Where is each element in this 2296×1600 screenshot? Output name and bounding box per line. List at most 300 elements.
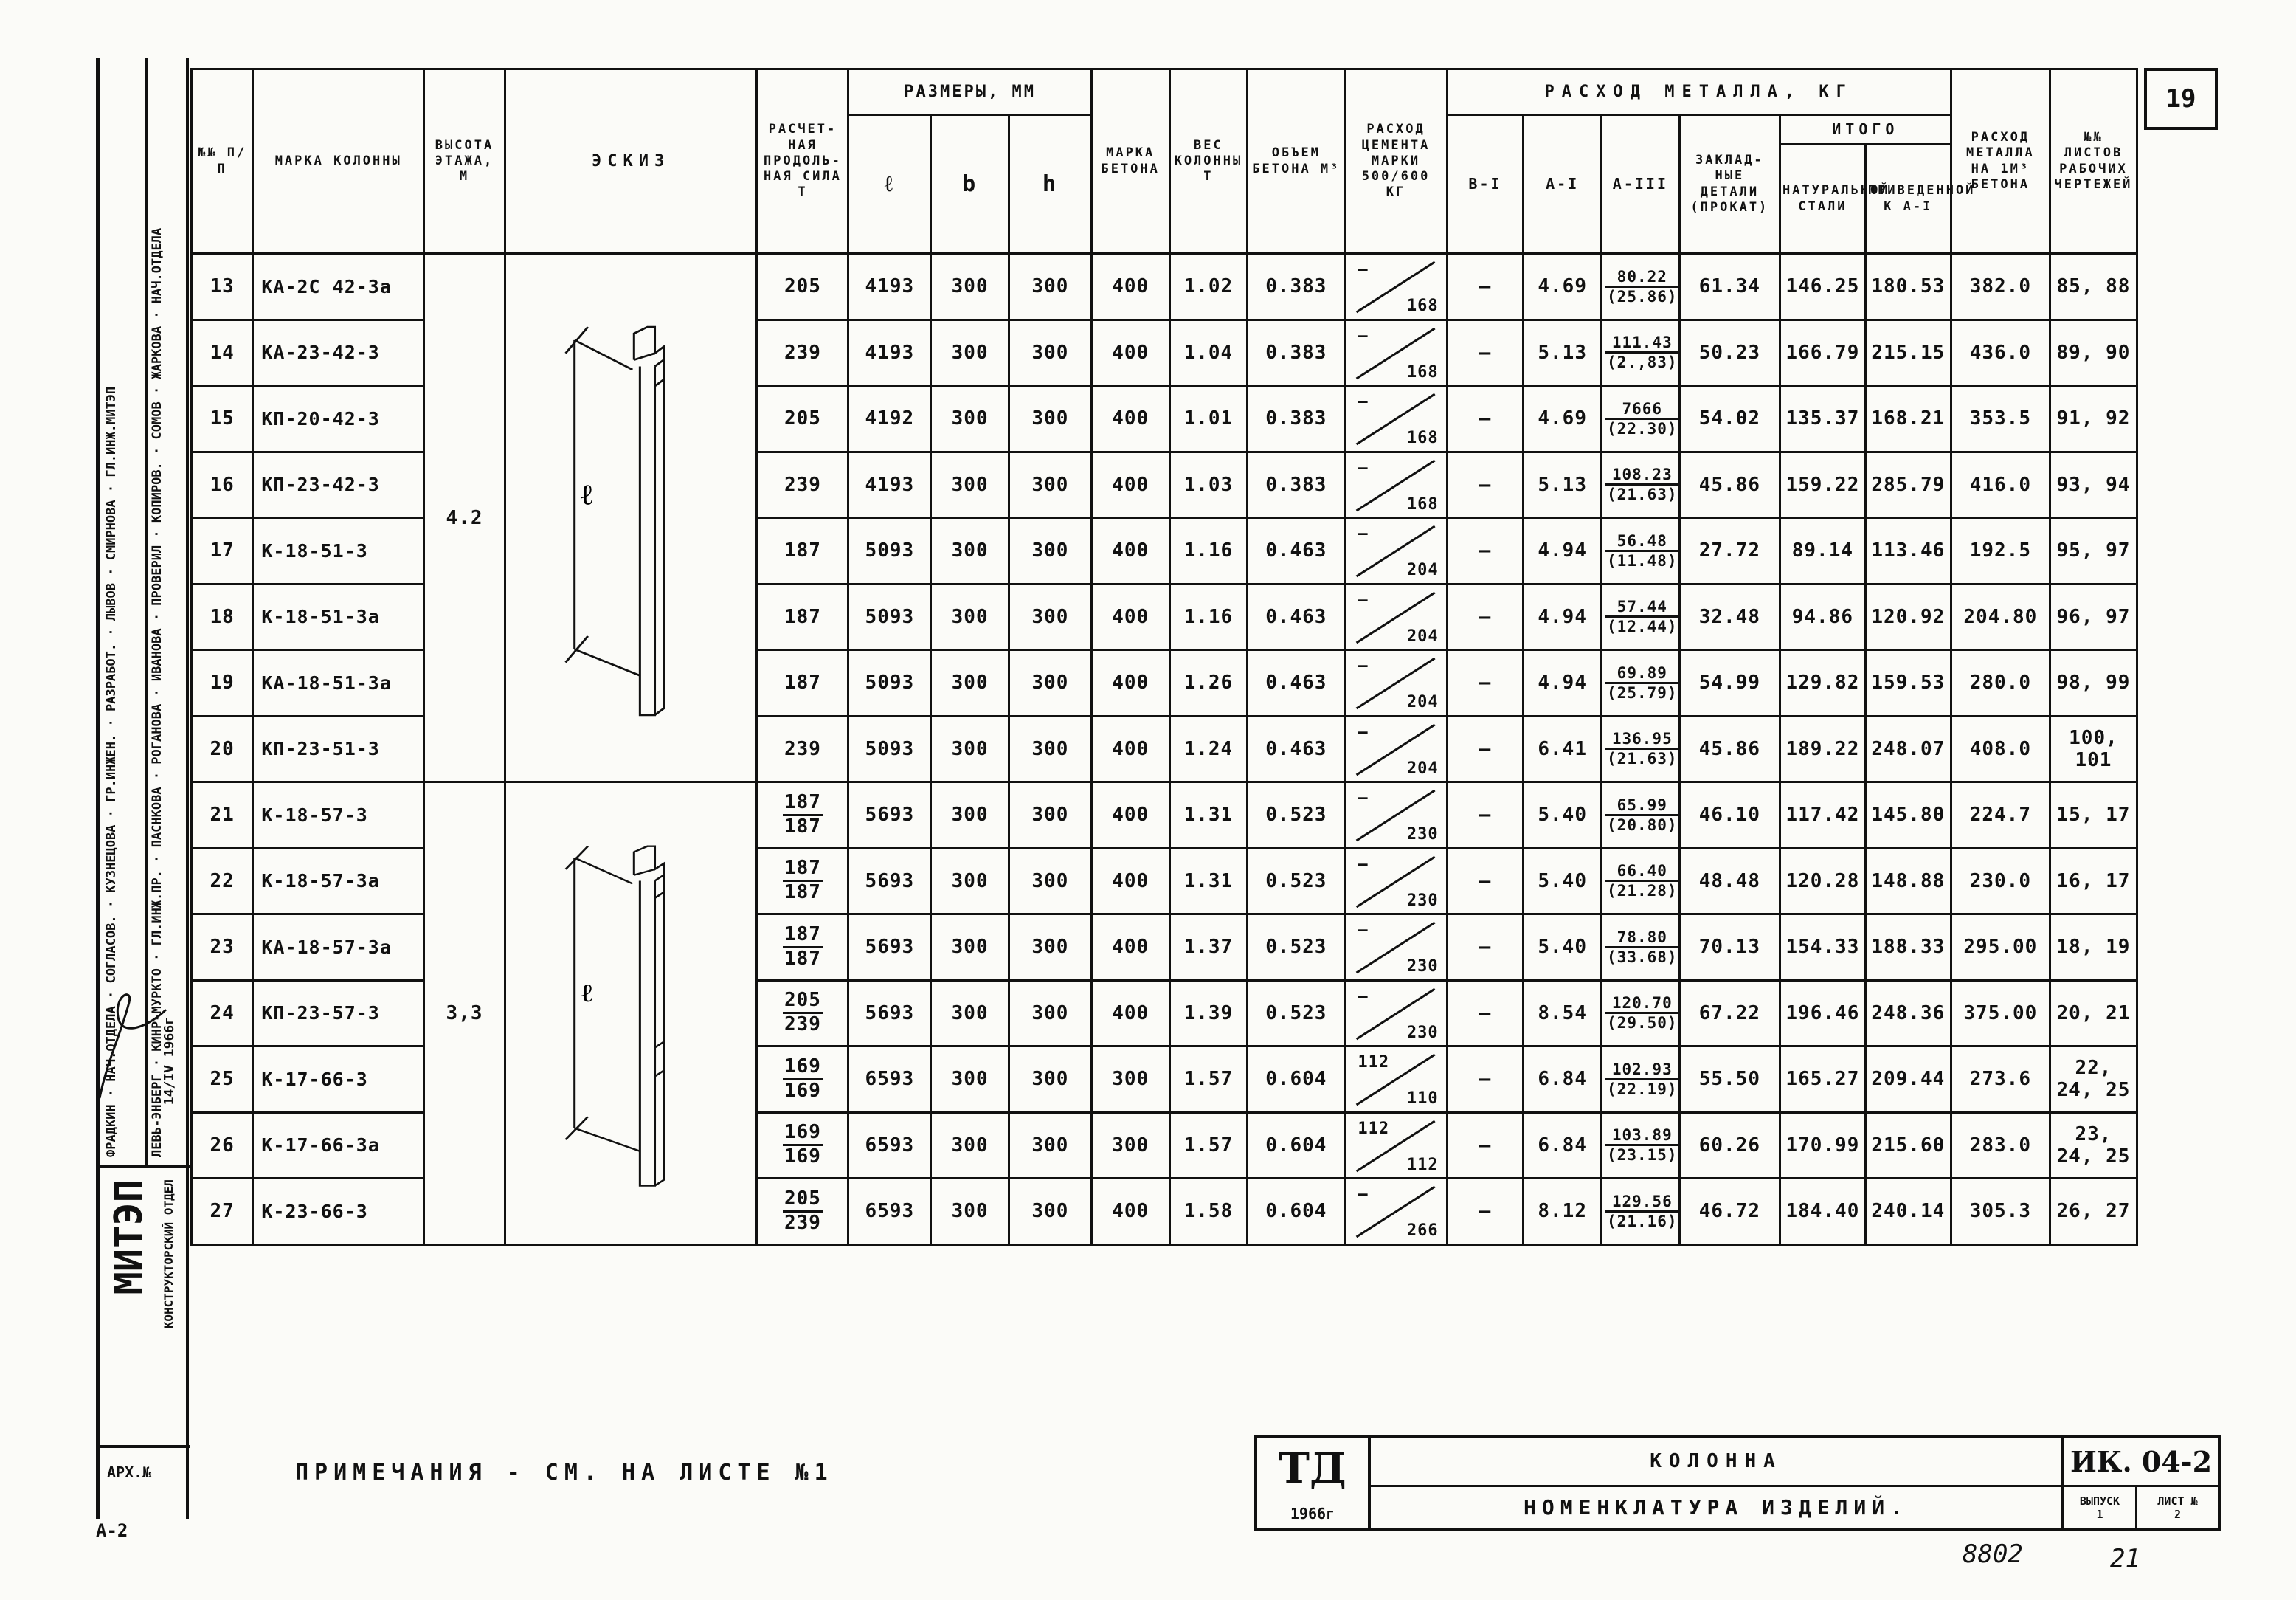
steel-a3-frac-bottom: (23.15): [1607, 1146, 1678, 1165]
column-mark: К-18-51-3а: [253, 584, 424, 650]
header-metal-per-m3: РАСХОД МЕТАЛЛА НА 1М³ БЕТОНА: [1951, 69, 2050, 254]
column-weight: 1.58: [1169, 1179, 1248, 1245]
steel-a3-frac: [1605, 598, 1679, 635]
total-natural: 135.37: [1780, 386, 1865, 452]
header-dim-h: h: [1009, 115, 1091, 254]
cement-500: 112: [1358, 1119, 1390, 1138]
dim-length: 5093: [848, 716, 931, 782]
title-nomenclature: НОМЕНКЛАТУРА ИЗДЕЛИЙ.: [1523, 1495, 1909, 1520]
metal-per-m3: 305.3: [1951, 1179, 2050, 1245]
dim-width: 300: [931, 980, 1009, 1046]
steel-a3: [1602, 848, 1680, 914]
cement-600: 230: [1406, 1023, 1439, 1042]
header-volume: ОБЪЕМ БЕТОНА М³: [1248, 69, 1345, 254]
steel-a3: [1602, 914, 1680, 981]
steel-b1: —: [1447, 980, 1524, 1046]
sketch-cell: [505, 782, 757, 1245]
design-force: 239: [757, 716, 848, 782]
column-mark: КП-23-57-3: [253, 980, 424, 1046]
steel-a3: [1602, 1179, 1680, 1245]
total-reduced: 120.92: [1865, 584, 1951, 650]
drawing-sheets: 98, 99: [2050, 650, 2137, 717]
row-number: 13: [192, 254, 253, 320]
embedded-parts: 46.72: [1679, 1179, 1780, 1245]
column-weight: 1.24: [1169, 716, 1248, 782]
steel-b1: —: [1447, 452, 1524, 518]
cement-consumption: [1345, 1112, 1447, 1179]
cement-split: [1346, 453, 1445, 517]
concrete-grade: 400: [1091, 848, 1169, 914]
row-number: 21: [192, 782, 253, 849]
embedded-parts: 54.02: [1679, 386, 1780, 452]
column-weight: 1.31: [1169, 848, 1248, 914]
metal-per-m3: 230.0: [1951, 848, 2050, 914]
total-natural: 159.22: [1780, 452, 1865, 518]
row-number: 19: [192, 650, 253, 717]
dim-height: 300: [1009, 1112, 1091, 1179]
total-natural: 89.14: [1780, 518, 1865, 585]
dim-length: 5093: [848, 518, 931, 585]
steel-a3: [1602, 716, 1680, 782]
steel-a3: [1602, 254, 1680, 320]
total-natural: 184.40: [1780, 1179, 1865, 1245]
total-natural: 129.82: [1780, 650, 1865, 717]
steel-a3-frac-top: 103.89: [1605, 1126, 1679, 1146]
metal-per-m3: 204.80: [1951, 584, 2050, 650]
drawing-sheets: 23, 24, 25: [2050, 1112, 2137, 1179]
steel-a1: 4.94: [1524, 518, 1602, 585]
design-force-frac: [783, 792, 823, 838]
design-force-frac-bottom: 169: [784, 1079, 821, 1102]
concrete-volume: 0.463: [1248, 716, 1345, 782]
cement-consumption: [1345, 716, 1447, 782]
steel-a3-frac-bottom: (25.79): [1607, 683, 1678, 702]
cement-600: 168: [1406, 494, 1439, 514]
header-cement: РАСХОД ЦЕМЕНТА МАРКИ 500/600 КГ: [1345, 69, 1447, 254]
corner-format: А-2: [96, 1520, 128, 1541]
total-reduced: 159.53: [1865, 650, 1951, 717]
steel-a3-frac: [1605, 928, 1679, 966]
cement-500: —: [1358, 1185, 1369, 1204]
cement-500: —: [1358, 921, 1369, 940]
design-force-frac-bottom: 239: [784, 1211, 821, 1234]
total-natural: 170.99: [1780, 1112, 1865, 1179]
embedded-parts: 45.86: [1679, 716, 1780, 782]
steel-a1: 4.94: [1524, 584, 1602, 650]
design-force-frac-top: 187: [783, 858, 823, 882]
dim-length: 6593: [848, 1046, 931, 1113]
dim-length: 6593: [848, 1179, 931, 1245]
page-number: 19: [2144, 68, 2218, 130]
concrete-grade: 400: [1091, 1179, 1169, 1245]
drawing-sheets: 91, 92: [2050, 386, 2137, 452]
column-weight: 1.02: [1169, 254, 1248, 320]
steel-b1: —: [1447, 650, 1524, 717]
steel-a3-frac-top: 102.93: [1605, 1061, 1679, 1080]
steel-a3-frac-top: 7666: [1605, 400, 1679, 420]
cement-600: 168: [1406, 362, 1439, 382]
design-force: [757, 1046, 848, 1113]
row-number: 14: [192, 320, 253, 386]
metal-per-m3: 224.7: [1951, 782, 2050, 849]
concrete-grade: 400: [1091, 650, 1169, 717]
row-number: 16: [192, 452, 253, 518]
dim-height: 300: [1009, 254, 1091, 320]
concrete-volume: 0.604: [1248, 1179, 1345, 1245]
header-a3: А-III: [1602, 115, 1680, 254]
steel-a1: 5.40: [1524, 914, 1602, 981]
steel-a3-frac-bottom: (25.86): [1607, 287, 1678, 306]
column-mark: КА-23-42-3: [253, 320, 424, 386]
cement-split: [1346, 651, 1445, 714]
steel-a3-frac-bottom: (33.68): [1607, 948, 1678, 966]
dim-length: 5693: [848, 914, 931, 981]
drawing-sheets: 96, 97: [2050, 584, 2137, 650]
metal-per-m3: 375.00: [1951, 980, 2050, 1046]
concrete-grade: 400: [1091, 386, 1169, 452]
cement-600: 266: [1406, 1221, 1439, 1241]
steel-b1: —: [1447, 782, 1524, 849]
design-force-frac-top: 205: [783, 990, 823, 1014]
cement-600: 204: [1406, 693, 1439, 712]
row-number: 17: [192, 518, 253, 585]
dim-length: 4192: [848, 386, 931, 452]
dim-width: 300: [931, 518, 1009, 585]
metal-per-m3: 382.0: [1951, 254, 2050, 320]
steel-a1: 8.54: [1524, 980, 1602, 1046]
row-number: 22: [192, 848, 253, 914]
dept-name: КОНСТРУКТОРСКИЙ ОТДЕЛ: [162, 1179, 176, 1329]
concrete-volume: 0.523: [1248, 914, 1345, 981]
header-total: ИТОГО: [1780, 115, 1951, 145]
cement-500: —: [1358, 326, 1369, 345]
steel-a3-frac-bottom: (2.,83): [1607, 354, 1678, 372]
embedded-parts: 27.72: [1679, 518, 1780, 585]
metal-per-m3: 416.0: [1951, 452, 2050, 518]
dim-length: 5693: [848, 848, 931, 914]
cement-split: [1346, 585, 1445, 649]
column-weight: 1.57: [1169, 1112, 1248, 1179]
concrete-volume: 0.463: [1248, 584, 1345, 650]
header-sketch: ЭСКИЗ: [505, 69, 757, 254]
total-natural: 165.27: [1780, 1046, 1865, 1113]
dim-width: 300: [931, 848, 1009, 914]
dim-width: 300: [931, 782, 1009, 849]
design-force: [757, 914, 848, 981]
cement-500: —: [1358, 458, 1369, 477]
cement-consumption: [1345, 584, 1447, 650]
concrete-grade: 400: [1091, 518, 1169, 585]
cement-consumption: [1345, 452, 1447, 518]
steel-a3-frac: [1605, 1126, 1679, 1164]
steel-a3-frac: [1605, 268, 1679, 306]
footer-year: 1966г: [1290, 1505, 1335, 1523]
cement-split: [1346, 849, 1445, 913]
issue-number: 1: [2096, 1507, 2103, 1521]
concrete-volume: 0.383: [1248, 386, 1345, 452]
sheet-cell: [2137, 1487, 2218, 1528]
drawing-sheets: 18, 19: [2050, 914, 2137, 981]
stamp-names-right: ЛЕВЬ-ЭНБЕРГ · КИНР-МУРКТО · ГЛ.ИНЖ.ПР. · ПАСНКОВА · РОГАНОВА · ИВАНОВА · ПРОВЕРИЛ · КОПИРОВ. · СОМОВ · ЖАРКОВА · НАЧ.ОТДЕЛА: [150, 227, 165, 1157]
steel-a3-frac-top: 111.43: [1605, 334, 1679, 354]
dim-height: 300: [1009, 518, 1091, 585]
steel-b1: —: [1447, 386, 1524, 452]
steel-b1: —: [1447, 518, 1524, 585]
steel-a1: 4.69: [1524, 386, 1602, 452]
concrete-volume: 0.604: [1248, 1046, 1345, 1113]
steel-a3-frac-bottom: (29.50): [1607, 1014, 1678, 1032]
cement-600: 204: [1406, 627, 1439, 646]
steel-a3-frac-top: 120.70: [1605, 994, 1679, 1014]
steel-b1: —: [1447, 320, 1524, 386]
cement-split: [1346, 321, 1445, 385]
design-force: [757, 980, 848, 1046]
column-weight: 1.37: [1169, 914, 1248, 981]
table-row: [192, 782, 2137, 849]
steel-a3: [1602, 386, 1680, 452]
dim-label: ℓ: [580, 979, 594, 1008]
steel-a3-frac-bottom: (22.19): [1607, 1080, 1678, 1098]
design-force-frac-top: 187: [783, 792, 823, 816]
steel-a1: 4.94: [1524, 650, 1602, 717]
column-mark: КА-18-57-3а: [253, 914, 424, 981]
cement-consumption: [1345, 1179, 1447, 1245]
dim-length: 5093: [848, 584, 931, 650]
dim-width: 300: [931, 584, 1009, 650]
dim-length: 5093: [848, 650, 931, 717]
steel-a3-frac-bottom: (12.44): [1607, 618, 1678, 636]
concrete-grade: 400: [1091, 320, 1169, 386]
design-force-frac: [783, 1056, 823, 1103]
steel-a3: [1602, 518, 1680, 585]
dim-width: 300: [931, 1179, 1009, 1245]
cement-500: —: [1358, 393, 1369, 412]
cement-consumption: [1345, 1046, 1447, 1113]
embedded-parts: 55.50: [1679, 1046, 1780, 1113]
steel-a3-frac-top: 136.95: [1605, 730, 1679, 750]
steel-a3-frac: [1605, 334, 1679, 371]
dim-height: 300: [1009, 650, 1091, 717]
column-weight: 1.16: [1169, 518, 1248, 585]
drawing-sheets: 26, 27: [2050, 1179, 2137, 1245]
cement-600: 230: [1406, 825, 1439, 844]
issue-cell: [2064, 1487, 2135, 1528]
column-mark: К-17-66-3: [253, 1046, 424, 1113]
concrete-grade: 300: [1091, 1112, 1169, 1179]
drawing-sheets: 89, 90: [2050, 320, 2137, 386]
total-natural: 154.33: [1780, 914, 1865, 981]
approval-stamp: [96, 58, 189, 1519]
cement-split: [1346, 1047, 1445, 1111]
cement-consumption: [1345, 980, 1447, 1046]
embedded-parts: 48.48: [1679, 848, 1780, 914]
dim-length: 4193: [848, 254, 931, 320]
dim-width: 300: [931, 320, 1009, 386]
header-dim-b: b: [931, 115, 1009, 254]
steel-a3-frac-top: 129.56: [1605, 1193, 1679, 1213]
embedded-parts: 70.13: [1679, 914, 1780, 981]
column-weight: 1.04: [1169, 320, 1248, 386]
cement-500: —: [1358, 525, 1369, 544]
total-reduced: 285.79: [1865, 452, 1951, 518]
header-metal: РАСХОД МЕТАЛЛА, КГ: [1447, 69, 1951, 115]
cement-split: [1346, 783, 1445, 846]
steel-a1: 5.13: [1524, 320, 1602, 386]
sheet-total: 21: [2110, 1544, 2140, 1573]
concrete-volume: 0.463: [1248, 518, 1345, 585]
embedded-parts: 61.34: [1679, 254, 1780, 320]
metal-per-m3: 436.0: [1951, 320, 2050, 386]
sketch-cell: [505, 254, 757, 782]
cement-500: —: [1358, 723, 1369, 742]
embedded-parts: 32.48: [1679, 584, 1780, 650]
td-mark: ТД: [1279, 1444, 1346, 1493]
cement-split: [1346, 519, 1445, 582]
row-number: 24: [192, 980, 253, 1046]
floor-height: 3,3: [424, 782, 505, 1245]
dim-width: 300: [931, 716, 1009, 782]
dim-height: 300: [1009, 980, 1091, 1046]
total-natural: 94.86: [1780, 584, 1865, 650]
design-force: [757, 782, 848, 849]
header-dim-l: ℓ: [848, 115, 931, 254]
total-natural: 166.79: [1780, 320, 1865, 386]
drawing-sheets: 100, 101: [2050, 716, 2137, 782]
column-mark: К-18-57-3: [253, 782, 424, 849]
column-weight: 1.01: [1169, 386, 1248, 452]
design-force-frac-bottom: 169: [784, 1145, 821, 1168]
cement-500: —: [1358, 590, 1369, 610]
header-mark: МАРКА КОЛОННЫ: [253, 69, 424, 254]
steel-b1: —: [1447, 1179, 1524, 1245]
column-weight: 1.31: [1169, 782, 1248, 849]
dim-height: 300: [1009, 386, 1091, 452]
drawing-sheets: 93, 94: [2050, 452, 2137, 518]
design-force-frac-top: 205: [783, 1188, 823, 1213]
concrete-volume: 0.523: [1248, 782, 1345, 849]
arch-label: АРХ.№: [107, 1463, 152, 1481]
steel-a3-frac: [1605, 1061, 1679, 1098]
steel-a3-frac-bottom: (21.28): [1607, 882, 1678, 900]
concrete-grade: 400: [1091, 716, 1169, 782]
dim-length: 5693: [848, 980, 931, 1046]
column-mark: КП-23-42-3: [253, 452, 424, 518]
columns-nomenclature-table: [190, 68, 2138, 1246]
total-reduced: 209.44: [1865, 1046, 1951, 1113]
embedded-parts: 60.26: [1679, 1112, 1780, 1179]
concrete-grade: 400: [1091, 782, 1169, 849]
steel-a1: 6.84: [1524, 1112, 1602, 1179]
signature-mark: [55, 973, 188, 1106]
title-product: КОЛОННА: [1650, 1450, 1782, 1472]
header-num: №№ П/П: [192, 69, 253, 254]
steel-b1: —: [1447, 1112, 1524, 1179]
header-sheets: №№ ЛИСТОВ РАБОЧИХ ЧЕРТЕЖЕЙ: [2050, 69, 2137, 254]
concrete-volume: 0.383: [1248, 320, 1345, 386]
total-reduced: 145.80: [1865, 782, 1951, 849]
column-weight: 1.39: [1169, 980, 1248, 1046]
steel-a3-frac-bottom: (21.63): [1607, 750, 1678, 768]
inventory-number: 8802: [1963, 1539, 2023, 1569]
issue-label: ВЫПУСК: [2079, 1494, 2120, 1508]
header-natural: НАТУРАЛЬНОЙ СТАЛИ: [1780, 145, 1865, 254]
total-reduced: 113.46: [1865, 518, 1951, 585]
design-force-frac-bottom: 187: [784, 815, 821, 838]
steel-a3-frac-top: 80.22: [1605, 268, 1679, 288]
cement-split: [1346, 1114, 1445, 1177]
steel-a3: [1602, 980, 1680, 1046]
row-number: 20: [192, 716, 253, 782]
cement-600: 168: [1406, 429, 1439, 448]
steel-a3-frac-top: 65.99: [1605, 796, 1679, 816]
steel-a3-frac: [1605, 532, 1679, 570]
concrete-volume: 0.463: [1248, 650, 1345, 717]
steel-a3-frac: [1605, 466, 1679, 503]
row-number: 18: [192, 584, 253, 650]
column-mark: К-18-57-3а: [253, 848, 424, 914]
dim-width: 300: [931, 386, 1009, 452]
row-number: 23: [192, 914, 253, 981]
header-weight: ВЕС КОЛОННЫ Т: [1169, 69, 1248, 254]
steel-a3-frac-top: 108.23: [1605, 466, 1679, 486]
steel-a1: 8.12: [1524, 1179, 1602, 1245]
steel-b1: —: [1447, 584, 1524, 650]
steel-a3-frac: [1605, 1193, 1679, 1230]
sheet-label: ЛИСТ №: [2157, 1494, 2198, 1508]
steel-a3-frac: [1605, 400, 1679, 438]
cement-consumption: [1345, 782, 1447, 849]
column-mark: КП-20-42-3: [253, 386, 424, 452]
cement-consumption: [1345, 848, 1447, 914]
header-a1: А-I: [1524, 115, 1602, 254]
steel-a1: 6.41: [1524, 716, 1602, 782]
steel-a3: [1602, 782, 1680, 849]
design-force-frac: [783, 924, 823, 970]
cement-consumption: [1345, 386, 1447, 452]
stamp-divider: [100, 1445, 190, 1448]
design-force-frac: [783, 990, 823, 1036]
title-block: [1254, 1435, 2221, 1531]
steel-a3-frac-top: 78.80: [1605, 928, 1679, 948]
concrete-volume: 0.383: [1248, 452, 1345, 518]
header-b1: В-I: [1447, 115, 1524, 254]
steel-a3-frac-top: 57.44: [1605, 598, 1679, 618]
column-weight: 1.16: [1169, 584, 1248, 650]
floor-height: 4.2: [424, 254, 505, 782]
steel-a1: 5.40: [1524, 848, 1602, 914]
dim-length: 4193: [848, 320, 931, 386]
design-force-frac: [783, 858, 823, 904]
cement-600: 204: [1406, 759, 1439, 778]
design-force: 187: [757, 518, 848, 585]
cement-consumption: [1345, 320, 1447, 386]
cement-500: —: [1358, 789, 1369, 808]
design-force: 187: [757, 650, 848, 717]
drawing-sheets: 15, 17: [2050, 782, 2137, 849]
steel-a3-frac-bottom: (21.16): [1607, 1212, 1678, 1230]
dim-height: 300: [1009, 1179, 1091, 1245]
design-force-frac-bottom: 187: [784, 947, 821, 970]
design-force: [757, 1112, 848, 1179]
steel-a3-frac: [1605, 730, 1679, 768]
metal-per-m3: 283.0: [1951, 1112, 2050, 1179]
header-embedded: ЗАКЛАД-НЫЕ ДЕТАЛИ (ПРОКАТ): [1679, 115, 1780, 254]
column-sketch-icon: [506, 783, 756, 1244]
total-natural: 146.25: [1780, 254, 1865, 320]
steel-a1: 5.13: [1524, 452, 1602, 518]
cement-consumption: [1345, 518, 1447, 585]
design-force: 187: [757, 584, 848, 650]
